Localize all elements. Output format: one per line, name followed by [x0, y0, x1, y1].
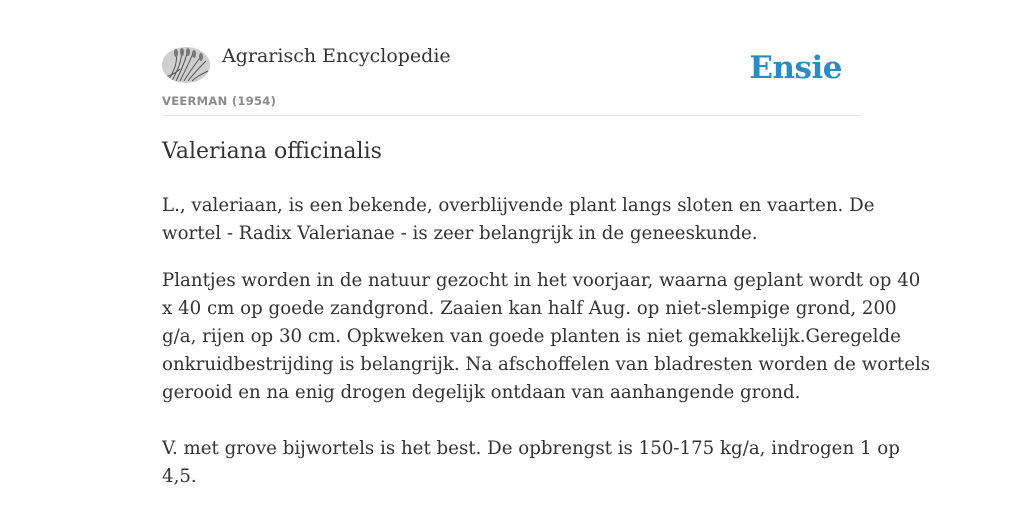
brand-logo[interactable]: Ensie [749, 50, 842, 86]
line-break [162, 407, 862, 435]
article-paragraph [162, 267, 931, 491]
text-line: wortel - Radix Valerianae - is zeer belangrijk in de geneeskunde. [162, 223, 758, 244]
book-header [162, 0, 862, 116]
text-line: g/a, rijen op 30 cm. Opkweken van goede planten is niet gemakkelijk.Geregelde [162, 326, 901, 347]
book-title[interactable]: Agrarisch Encyclopedie [222, 45, 451, 67]
text-line: gerooid en na enig drogen degelijk ontdaan van aanhangende grond. [162, 382, 801, 403]
text-line: x 40 cm op goede zandgrond. Zaaien kan half Aug. op niet-slempige grond, 200 [162, 298, 897, 319]
text-line: onkruidbestrijding is belangrijk. Na afschoffelen van bladresten worden de wortels [162, 354, 931, 375]
article-paragraph [162, 192, 875, 248]
book-author: VEERMAN (1954) [162, 94, 277, 108]
text-line: L., valeriaan, is een bekende, overblijvende plant langs sloten en vaarten. De [162, 195, 875, 216]
text-line: 4,5. [162, 466, 197, 487]
article-body [162, 192, 931, 510]
text-line: V. met grove bijwortels is het best. De opbrengst is 150-175 kg/a, indrogen 1 op [162, 438, 900, 459]
wheat-sheaf-icon[interactable] [162, 47, 210, 83]
text-line: Plantjes worden in de natuur gezocht in het voorjaar, waarna geplant wordt op 40 [162, 270, 921, 291]
page-title: Valeriana officinalis [162, 139, 382, 164]
page-container [162, 0, 931, 487]
